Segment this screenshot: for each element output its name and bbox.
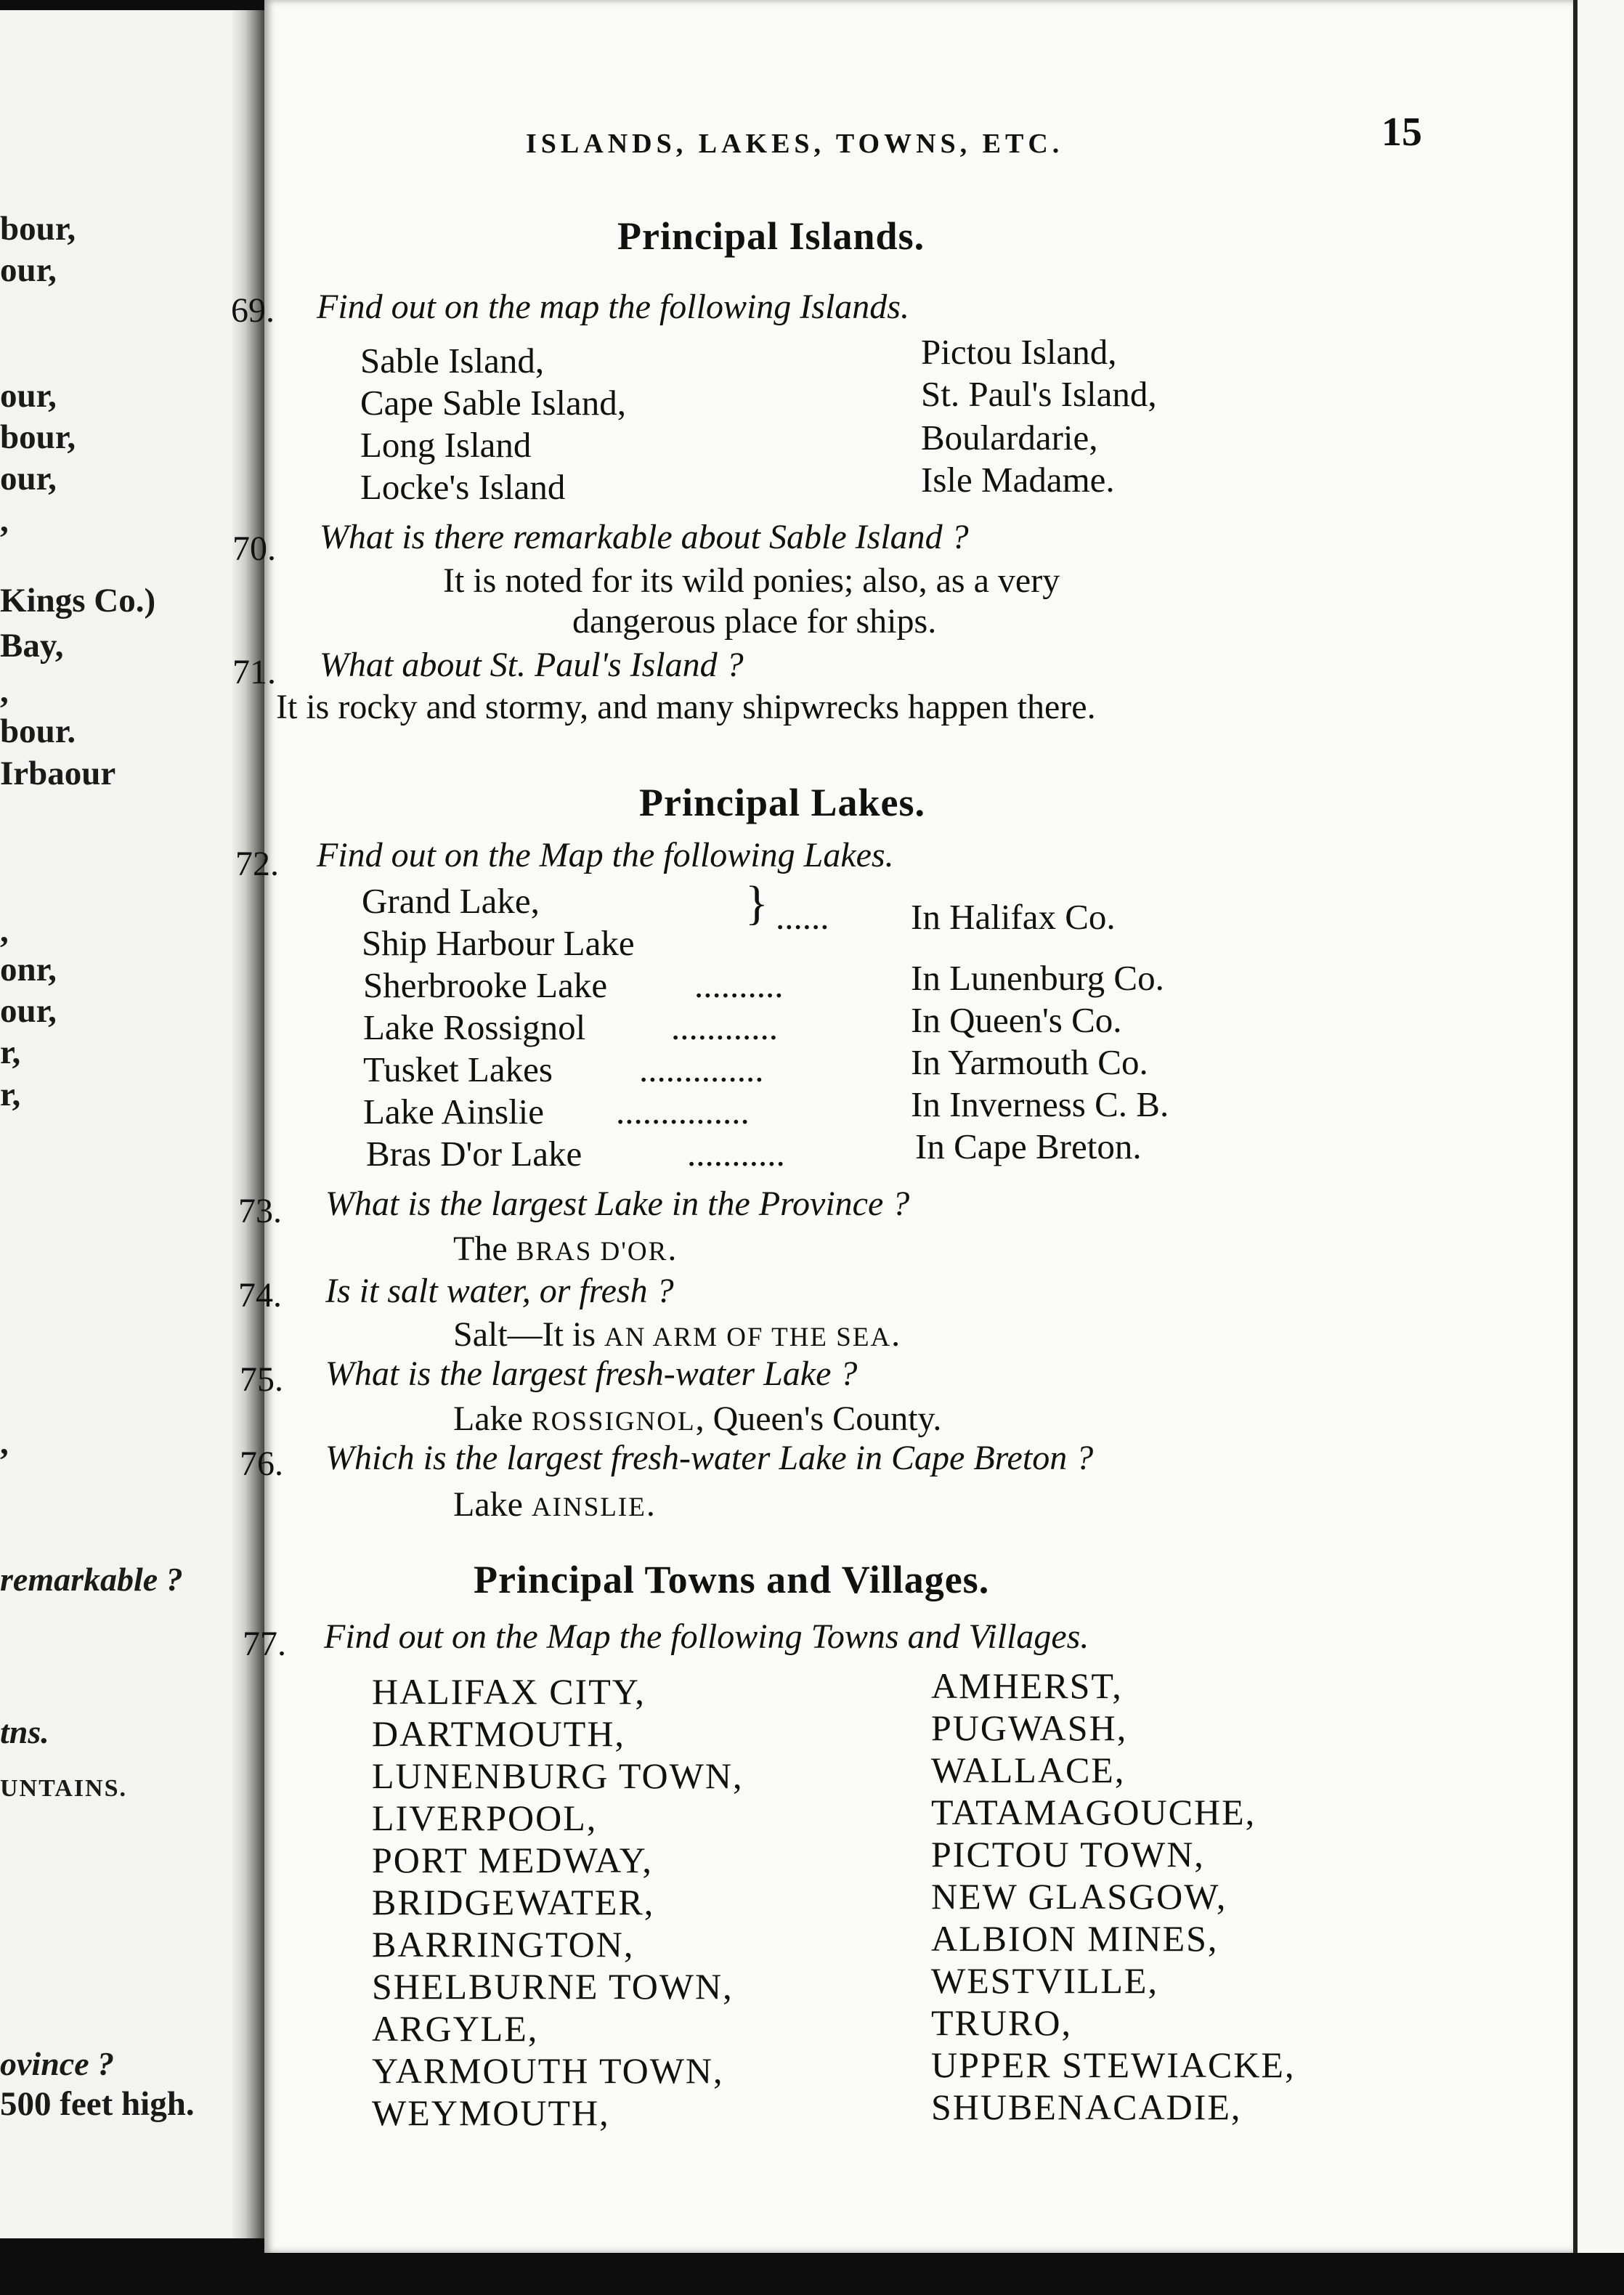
question-number: 69. [231, 291, 275, 330]
fragment-line: r, [0, 1033, 21, 1071]
town-item: BARRINGTON, [372, 1924, 635, 1965]
page-edge [1578, 0, 1624, 2295]
fragment-line: our, [0, 992, 57, 1030]
question-text: What about St. Paul's Island ? [320, 646, 744, 684]
question-number: 72. [235, 845, 279, 883]
section-heading-towns: Principal Towns and Villages. [474, 1558, 990, 1601]
fragment-line: , [0, 1424, 9, 1462]
lake-location: In Halifax Co. [911, 897, 1116, 937]
answer-text: Lake ROSSIGNOL, Queen's County. [453, 1400, 942, 1438]
answer-text: The BRAS D'OR. [453, 1230, 677, 1268]
facing-page [0, 10, 261, 2238]
scan-border [0, 2253, 1624, 2295]
lake-name: Ship Harbour Lake [362, 923, 635, 963]
section-heading-lakes: Principal Lakes. [639, 781, 926, 824]
running-title: ISLANDS, LAKES, TOWNS, ETC. [526, 129, 1064, 159]
fragment-line: r, [0, 1076, 21, 1113]
question-number: 76. [240, 1445, 283, 1483]
lake-name: Sherbrooke Lake [363, 965, 608, 1005]
question-number: 77. [243, 1625, 286, 1663]
fragment-line: our, [0, 377, 57, 415]
town-item: UPPER STEWIACKE, [931, 2044, 1296, 2085]
town-item: YARMOUTH TOWN, [372, 2050, 724, 2091]
town-item: BRIDGEWATER, [372, 1882, 655, 1922]
town-item: PICTOU TOWN, [931, 1834, 1205, 1874]
town-item: PUGWASH, [931, 1707, 1128, 1748]
fragment-line: onr, [0, 951, 57, 988]
island-item: St. Paul's Island, [921, 374, 1157, 414]
question-text: What is the largest Lake in the Province ? [325, 1185, 910, 1223]
fragment-line: , [0, 673, 9, 710]
town-item: LIVERPOOL, [372, 1798, 598, 1838]
answer-text: dangerous place for ships. [572, 602, 937, 641]
fragment-line: Bay, [0, 627, 64, 665]
leader-dots: ........... [687, 1134, 785, 1174]
town-item: DARTMOUTH, [372, 1713, 625, 1754]
fragment-line: bour, [0, 418, 76, 456]
brace-symbol: } [745, 877, 768, 930]
town-item: ARGYLE, [372, 2008, 539, 2049]
answer-text: Lake AINSLIE. [453, 1485, 655, 1524]
lake-location: In Cape Breton. [915, 1126, 1142, 1166]
town-item: HALIFAX CITY, [372, 1671, 646, 1712]
question-text: Find out on the map the following Islands. [317, 288, 909, 326]
fragment-line: bour. [0, 712, 76, 750]
fragment-line: 500 feet high. [0, 2085, 195, 2123]
fragment-line: our, [0, 251, 57, 289]
question-text: Find out on the Map the following Lakes. [317, 836, 894, 874]
leader-dots: .......... [694, 965, 784, 1005]
lake-location: In Lunenburg Co. [911, 958, 1164, 998]
question-number: 71. [232, 653, 276, 691]
lake-location: In Yarmouth Co. [911, 1042, 1148, 1082]
town-item: PORT MEDWAY, [372, 1840, 653, 1880]
town-item: ALBION MINES, [931, 1918, 1219, 1959]
lake-name: Lake Rossignol [363, 1007, 586, 1047]
fragment-line: , [0, 502, 9, 540]
fragment-line: remarkable ? [0, 1561, 183, 1598]
town-item: WEYMOUTH, [372, 2092, 610, 2133]
leader-dots: ............ [671, 1007, 778, 1047]
island-item: Locke's Island [360, 467, 566, 507]
leader-dots: ............... [616, 1092, 750, 1132]
lake-name: Lake Ainslie [363, 1092, 545, 1132]
lake-name: Grand Lake, [362, 881, 540, 921]
question-text: Find out on the Map the following Towns and Villages. [324, 1617, 1089, 1656]
lake-location: In Queen's Co. [911, 1000, 1122, 1040]
book-gutter [231, 10, 266, 2238]
page-number: 15 [1381, 110, 1422, 155]
fragment-line: Irbaour [0, 755, 116, 792]
town-item: WESTVILLE, [931, 1960, 1158, 2001]
question-text: What is there remarkable about Sable Island ? [320, 518, 969, 556]
question-number: 74. [238, 1276, 282, 1315]
island-item: Isle Madame. [921, 460, 1115, 500]
question-text: Is it salt water, or fresh ? [325, 1272, 674, 1310]
fragment-line: , [0, 912, 9, 950]
island-item: Cape Sable Island, [360, 383, 627, 423]
town-item: NEW GLASGOW, [931, 1876, 1227, 1917]
town-item: LUNENBURG TOWN, [372, 1755, 744, 1796]
answer-text: It is noted for its wild ponies; also, as a very [443, 561, 1060, 600]
fragment-line: our, [0, 460, 57, 497]
fragment-line: ovince ? [0, 2045, 115, 2082]
answer-text: Salt—It is AN ARM OF THE SEA. [453, 1315, 901, 1354]
fragment-line: bour, [0, 210, 76, 248]
fragment-line: tns. [0, 1713, 49, 1750]
section-heading-islands: Principal Islands. [617, 214, 925, 258]
leader-dots: .............. [639, 1049, 764, 1089]
island-item: Boulardarie, [921, 418, 1098, 458]
question-text: What is the largest fresh-water Lake ? [325, 1354, 858, 1393]
town-item: SHELBURNE TOWN, [372, 1966, 734, 2007]
town-item: TATAMAGOUCHE, [931, 1792, 1256, 1832]
question-number: 70. [232, 529, 276, 568]
question-number: 73. [238, 1192, 282, 1230]
fragment-line: UNTAINS. [0, 1775, 128, 1802]
question-number: 75. [240, 1360, 283, 1399]
fragment-line: Kings Co.) [0, 582, 156, 620]
leader-dots: ...... [776, 897, 829, 937]
town-item: SHUBENACADIE, [931, 2087, 1242, 2127]
lake-name: Bras D'or Lake [366, 1134, 582, 1174]
question-text: Which is the largest fresh-water Lake in Cape Breton ? [325, 1439, 1094, 1477]
island-item: Sable Island, [360, 341, 545, 381]
town-item: AMHERST, [931, 1665, 1123, 1706]
lake-name: Tusket Lakes [363, 1049, 553, 1089]
town-item: TRURO, [931, 2002, 1072, 2043]
town-item: WALLACE, [931, 1750, 1126, 1790]
island-item: Pictou Island, [921, 332, 1117, 372]
lake-location: In Inverness C. B. [911, 1084, 1169, 1124]
island-item: Long Island [360, 425, 532, 465]
answer-text: It is rocky and stormy, and many shipwrecks happen there. [276, 688, 1096, 726]
